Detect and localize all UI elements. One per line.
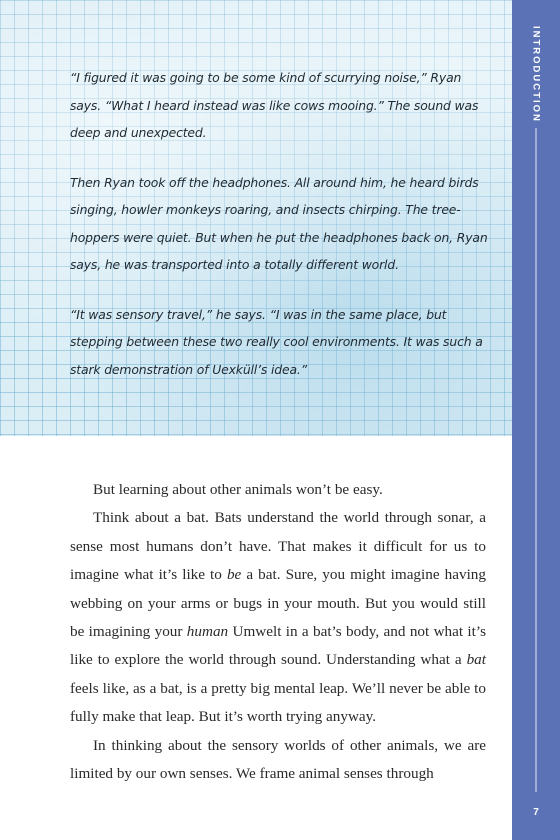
- sidebar-divider: [536, 128, 537, 792]
- quote-paragraph-3: “It was sensory travel,” he says. “I was in the same place, but stepping between these two really cool environments. It was such a stark demonstration of Uexküll’s idea.”: [70, 306, 483, 377]
- quote-text: [70, 64, 488, 405]
- quote-paragraph-2: Then Ryan took off the headphones. All around him, he heard birds singing, howler monkeys roaring, and insects chirping. The tree-hoppers were quiet. But when he put the headphones back on, Ryan says, he was transported into a totally different world.: [70, 174, 488, 272]
- body-paragraph-2: [70, 504, 486, 731]
- section-label: INTRODUCTION: [530, 26, 542, 123]
- body-paragraph-3: In thinking about the sensory worlds of other animals, we are limited by our own senses. We frame animal senses through: [70, 736, 486, 783]
- emphasis-be: be: [226, 566, 242, 584]
- quote-paragraph-1: “I figured it was going to be some kind of scurrying noise,” Ryan says. “What I heard instead was like cows mooing.” The sound was deep and unexpected.: [70, 70, 479, 140]
- body-text: [70, 476, 486, 788]
- page-number: 7: [533, 807, 539, 818]
- body-p2-text-a: Think about a bat. Bats understand the world through sonar, a sense most humans don’t have. That makes it difficult for us to imagine what it’s like to: [70, 509, 486, 584]
- graph-paper-quote-box: [0, 0, 512, 436]
- body-paragraph-1: But learning about other animals won’t be easy.: [93, 481, 383, 498]
- chapter-sidebar: [512, 0, 560, 840]
- emphasis-bat: bat: [466, 651, 486, 669]
- body-p2-text-c: Umwelt in a bat’s body, and not what it’s like to explore the world through sound. Understanding what a: [70, 623, 487, 669]
- body-p2-text-d: feels like, as a bat, is a pretty big mental leap. We’ll never be able to fully make that leap. But it’s worth trying anyway.: [70, 679, 486, 726]
- body-p2-text-b: a bat. Sure, you might imagine having webbing on your arms or bugs in your mouth. But you would still be imagining your: [70, 566, 486, 641]
- emphasis-human: human: [186, 623, 229, 641]
